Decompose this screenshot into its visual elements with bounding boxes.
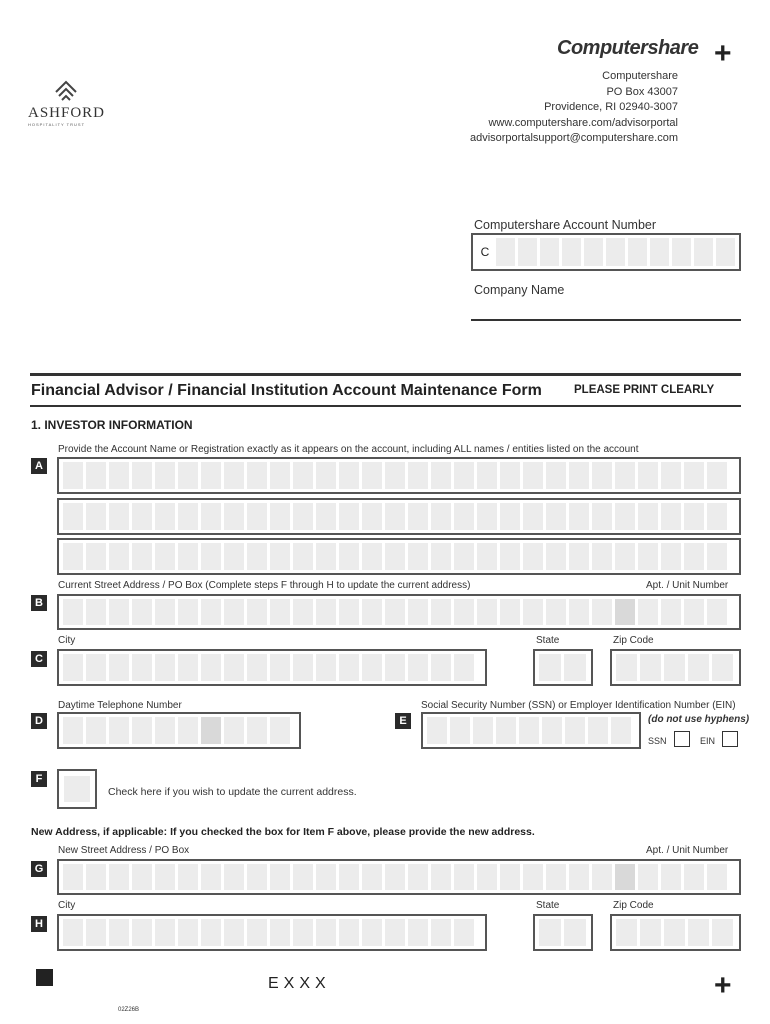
char-cell [109,503,129,530]
char-cell [661,462,681,489]
char-cell [132,919,152,946]
phone-label: Daytime Telephone Number [58,700,182,711]
char-cell [707,543,727,570]
char-cell [431,462,451,489]
update-address-text: Check here if you wish to update the current address. [108,786,357,798]
char-cell [684,543,704,570]
account-name-line-3[interactable] [57,538,741,575]
state-label: State [536,635,560,646]
char-cell [546,503,566,530]
char-cell [616,919,637,946]
update-address-checkbox[interactable] [57,769,97,809]
char-cell [86,503,106,530]
char-cell [661,503,681,530]
char-cell [293,864,313,890]
new-street-label: New Street Address / PO Box [58,845,190,856]
char-cell [270,864,290,890]
print-clearly-note: PLEASE PRINT CLEARLY [574,384,715,396]
char-cell [270,919,290,946]
char-cell [564,919,586,946]
char-cell [362,654,382,681]
char-cell [339,864,359,890]
char-cell [592,543,612,570]
char-cell [408,864,428,890]
char-cell [201,864,221,890]
char-cell [519,717,539,744]
char-cell [201,599,221,625]
char-cell [316,919,336,946]
char-cell [247,919,267,946]
account-name-line-2[interactable] [57,498,741,535]
char-cell [539,654,561,681]
new-zip-label: Zip Code [613,900,654,911]
char-cell [339,919,359,946]
char-cell [316,599,336,625]
char-cell [615,864,635,890]
letter-e: E [395,713,411,729]
char-cell [86,864,106,890]
char-cell [684,462,704,489]
new-state-field[interactable] [533,914,593,951]
ssn-checkbox[interactable] [674,731,690,747]
char-cell [270,543,290,570]
char-cell [615,462,635,489]
city-label: City [58,635,76,646]
char-cell [385,503,405,530]
char-cell [454,864,474,890]
char-cell [362,543,382,570]
char-cell [523,599,543,625]
char-cell [546,864,566,890]
char-cell [224,717,244,744]
account-number-label: Computershare Account Number [474,218,657,232]
form-title: Financial Advisor / Financial Institution Account Maintenance Form [31,382,542,399]
char-cell [293,543,313,570]
char-cell [408,462,428,489]
letter-f: F [31,771,47,787]
char-cell [362,864,382,890]
char-cell [454,543,474,570]
char-cell [707,462,727,489]
char-cell [638,503,658,530]
char-cell [132,503,152,530]
char-cell [132,654,152,681]
char-cell [224,599,244,625]
char-cell [546,462,566,489]
computershare-logo: Computershare [557,37,699,59]
char-cell [155,654,175,681]
char-cell [385,462,405,489]
char-cell [132,543,152,570]
city-field[interactable] [57,649,487,686]
char-cell [431,919,451,946]
char-cell [63,864,83,890]
char-cell [664,919,685,946]
char-cell [293,654,313,681]
char-cell [178,717,198,744]
char-cell [224,503,244,530]
apt-unit-label: Apt. / Unit Number [646,580,729,591]
char-cell [661,599,681,625]
char-cell [615,503,635,530]
char-cell [201,503,221,530]
issuer-logo-text: ASHFORD [28,105,106,121]
new-address-note: New Address, if applicable: If you checked the box for Item F above, please provide the new address. [31,826,535,838]
char-cell [63,599,83,625]
ssn-note: (do not use hyphens) [648,714,750,725]
char-cell [500,543,520,570]
letter-d: D [31,713,47,729]
char-cell [362,599,382,625]
account-prefix: C [480,245,490,259]
char-cell [707,503,727,530]
char-cell [385,864,405,890]
char-cell [132,717,152,744]
char-cell [316,543,336,570]
issuer-logo-subtext: HOSPITALITY TRUST [28,122,86,127]
street-address-field[interactable] [57,594,741,630]
char-cell [86,543,106,570]
new-city-label: City [58,900,76,911]
char-cell [638,864,658,890]
char-cell [178,864,198,890]
letter-b: B [31,595,47,611]
char-cell [431,543,451,570]
char-cell [385,543,405,570]
char-cell [270,717,290,744]
footer-code: EXXX [268,975,331,992]
char-cell [224,919,244,946]
char-cell [688,654,709,681]
ein-checkbox[interactable] [722,731,738,747]
char-cell [661,543,681,570]
account-name-line-1[interactable] [57,457,741,494]
char-cell [450,717,470,744]
street-address-label: Current Street Address / PO Box (Complete steps F through H to update the current address) [58,580,471,591]
letter-a: A [31,458,47,474]
char-cell [500,462,520,489]
char-cell [431,864,451,890]
char-cell [247,503,267,530]
char-cell [155,599,175,625]
char-cell [86,599,106,625]
char-cell [293,919,313,946]
ssn-ein-label: Social Security Number (SSN) or Employer Identification Number (EIN) [421,700,736,711]
char-cell [63,503,83,530]
issuer-logo [28,74,108,127]
zip-field[interactable] [610,649,741,686]
char-cell [385,654,405,681]
char-cell [539,919,561,946]
registration-mark-top: + [714,37,732,70]
char-cell [408,654,428,681]
char-cell [615,599,635,625]
char-cell [155,543,175,570]
char-cell [454,462,474,489]
char-cell [247,717,267,744]
char-cell [63,462,83,489]
char-cell [684,864,704,890]
zip-label: Zip Code [613,635,654,646]
char-cell [201,919,221,946]
char-cell [500,864,520,890]
char-cell [362,462,382,489]
char-cell [454,654,474,681]
char-cell [477,543,497,570]
char-cell [339,503,359,530]
char-cell [385,599,405,625]
char-cell [454,919,474,946]
char-cell [178,503,198,530]
char-cell [201,654,221,681]
char-cell [569,864,589,890]
char-cell [178,599,198,625]
char-cell [247,654,267,681]
letter-g: G [31,861,47,877]
char-cell [247,599,267,625]
char-cell [63,654,83,681]
char-cell [339,462,359,489]
char-cell [564,654,586,681]
char-cell [178,654,198,681]
char-cell [224,864,244,890]
char-cell [707,599,727,625]
char-cell [569,543,589,570]
char-cell [408,599,428,625]
char-cell [201,717,221,744]
char-cell [247,543,267,570]
char-cell [523,503,543,530]
char-cell [132,462,152,489]
company-name-line[interactable] [471,319,741,321]
char-cell [109,919,129,946]
char-cell [638,462,658,489]
char-cell [640,919,661,946]
char-cell [496,717,516,744]
title-rule-bottom [30,405,741,407]
char-cell [408,503,428,530]
char-cell [684,503,704,530]
char-cell [684,599,704,625]
char-cell [247,864,267,890]
char-cell [224,462,244,489]
char-cell [362,919,382,946]
char-cell [542,717,562,744]
corner-mark [36,969,53,986]
char-cell [431,654,451,681]
char-cell [638,599,658,625]
char-cell [592,462,612,489]
char-cell [473,717,493,744]
char-cell [109,864,129,890]
char-cell [427,717,447,744]
form-id: 02Z26B [118,1007,140,1013]
char-cell [565,717,585,744]
char-cell [86,717,106,744]
char-cell [109,543,129,570]
char-cell [362,503,382,530]
char-cell [132,864,152,890]
char-cell [86,654,106,681]
char-cell [63,919,83,946]
letter-h: H [31,916,47,932]
char-cell [712,654,733,681]
char-cell [109,462,129,489]
char-cell [616,654,637,681]
char-cell [63,543,83,570]
char-cell [270,503,290,530]
ashford-chevron-icon [28,74,108,104]
char-cell [638,543,658,570]
char-cell [63,717,83,744]
char-cell [408,919,428,946]
char-cell [615,543,635,570]
phone-field[interactable] [57,712,301,749]
ein-option-label: EIN [700,736,716,746]
title-rule-top [30,373,741,376]
new-state-label: State [536,900,560,911]
char-cell [477,503,497,530]
registration-mark-bottom: + [714,969,732,1002]
new-street-field[interactable] [57,859,741,895]
char-cell [546,599,566,625]
ssn-option-label: SSN [648,736,667,746]
section-investor-information: 1. INVESTOR INFORMATION [31,418,193,432]
char-cell [523,864,543,890]
char-cell [477,599,497,625]
char-cell [661,864,681,890]
char-cell [588,717,608,744]
char-cell [316,654,336,681]
char-cell [247,462,267,489]
char-cell [339,543,359,570]
a-instruction: Provide the Account Name or Registration exactly as it appears on the account, including ALL names / entities listed on the account [58,444,639,455]
char-cell [546,543,566,570]
char-cell [201,543,221,570]
char-cell [270,462,290,489]
char-cell [155,503,175,530]
char-cell [707,864,727,890]
char-cell [270,599,290,625]
char-cell [500,503,520,530]
char-cell [431,503,451,530]
char-cell [155,864,175,890]
char-cell [132,599,152,625]
issuer-address: Computershare PO Box 43007 Providence, RI 02940-3007 www.computershare.com/advisorportal advisorportalsupport@computershare.com [469,70,678,144]
char-cell [569,462,589,489]
char-cell [86,462,106,489]
char-cell [316,462,336,489]
char-cell [178,919,198,946]
char-cell [109,654,129,681]
char-cell [109,599,129,625]
char-cell [339,654,359,681]
new-apt-label: Apt. / Unit Number [646,845,729,856]
char-cell [316,864,336,890]
char-cell [569,599,589,625]
char-cell [523,462,543,489]
new-city-field[interactable] [57,914,487,951]
char-cell [592,864,612,890]
char-cell [569,503,589,530]
char-cell [270,654,290,681]
char-cell [431,599,451,625]
char-cell [224,654,244,681]
char-cell [293,462,313,489]
state-field[interactable] [533,649,593,686]
char-cell [293,599,313,625]
char-cell [477,462,497,489]
char-cell [523,543,543,570]
char-cell [316,503,336,530]
char-cell [155,717,175,744]
char-cell [592,599,612,625]
char-cell [178,543,198,570]
char-cell [640,654,661,681]
char-cell [664,654,685,681]
char-cell [201,462,221,489]
letter-c: C [31,651,47,667]
char-cell [454,599,474,625]
char-cell [339,599,359,625]
char-cell [688,919,709,946]
ssn-ein-field[interactable] [421,712,641,749]
char-cell [611,717,631,744]
char-cell [109,717,129,744]
char-cell [592,503,612,530]
char-cell [500,599,520,625]
char-cell [86,919,106,946]
char-cell [178,462,198,489]
char-cell [224,543,244,570]
char-cell [293,503,313,530]
char-cell [155,919,175,946]
account-number-field[interactable] [471,233,741,271]
new-zip-field[interactable] [610,914,741,951]
char-cell [155,462,175,489]
char-cell [477,864,497,890]
char-cell [454,503,474,530]
company-name-label: Company Name [474,283,565,297]
char-cell [712,919,733,946]
char-cell [385,919,405,946]
char-cell [408,543,428,570]
